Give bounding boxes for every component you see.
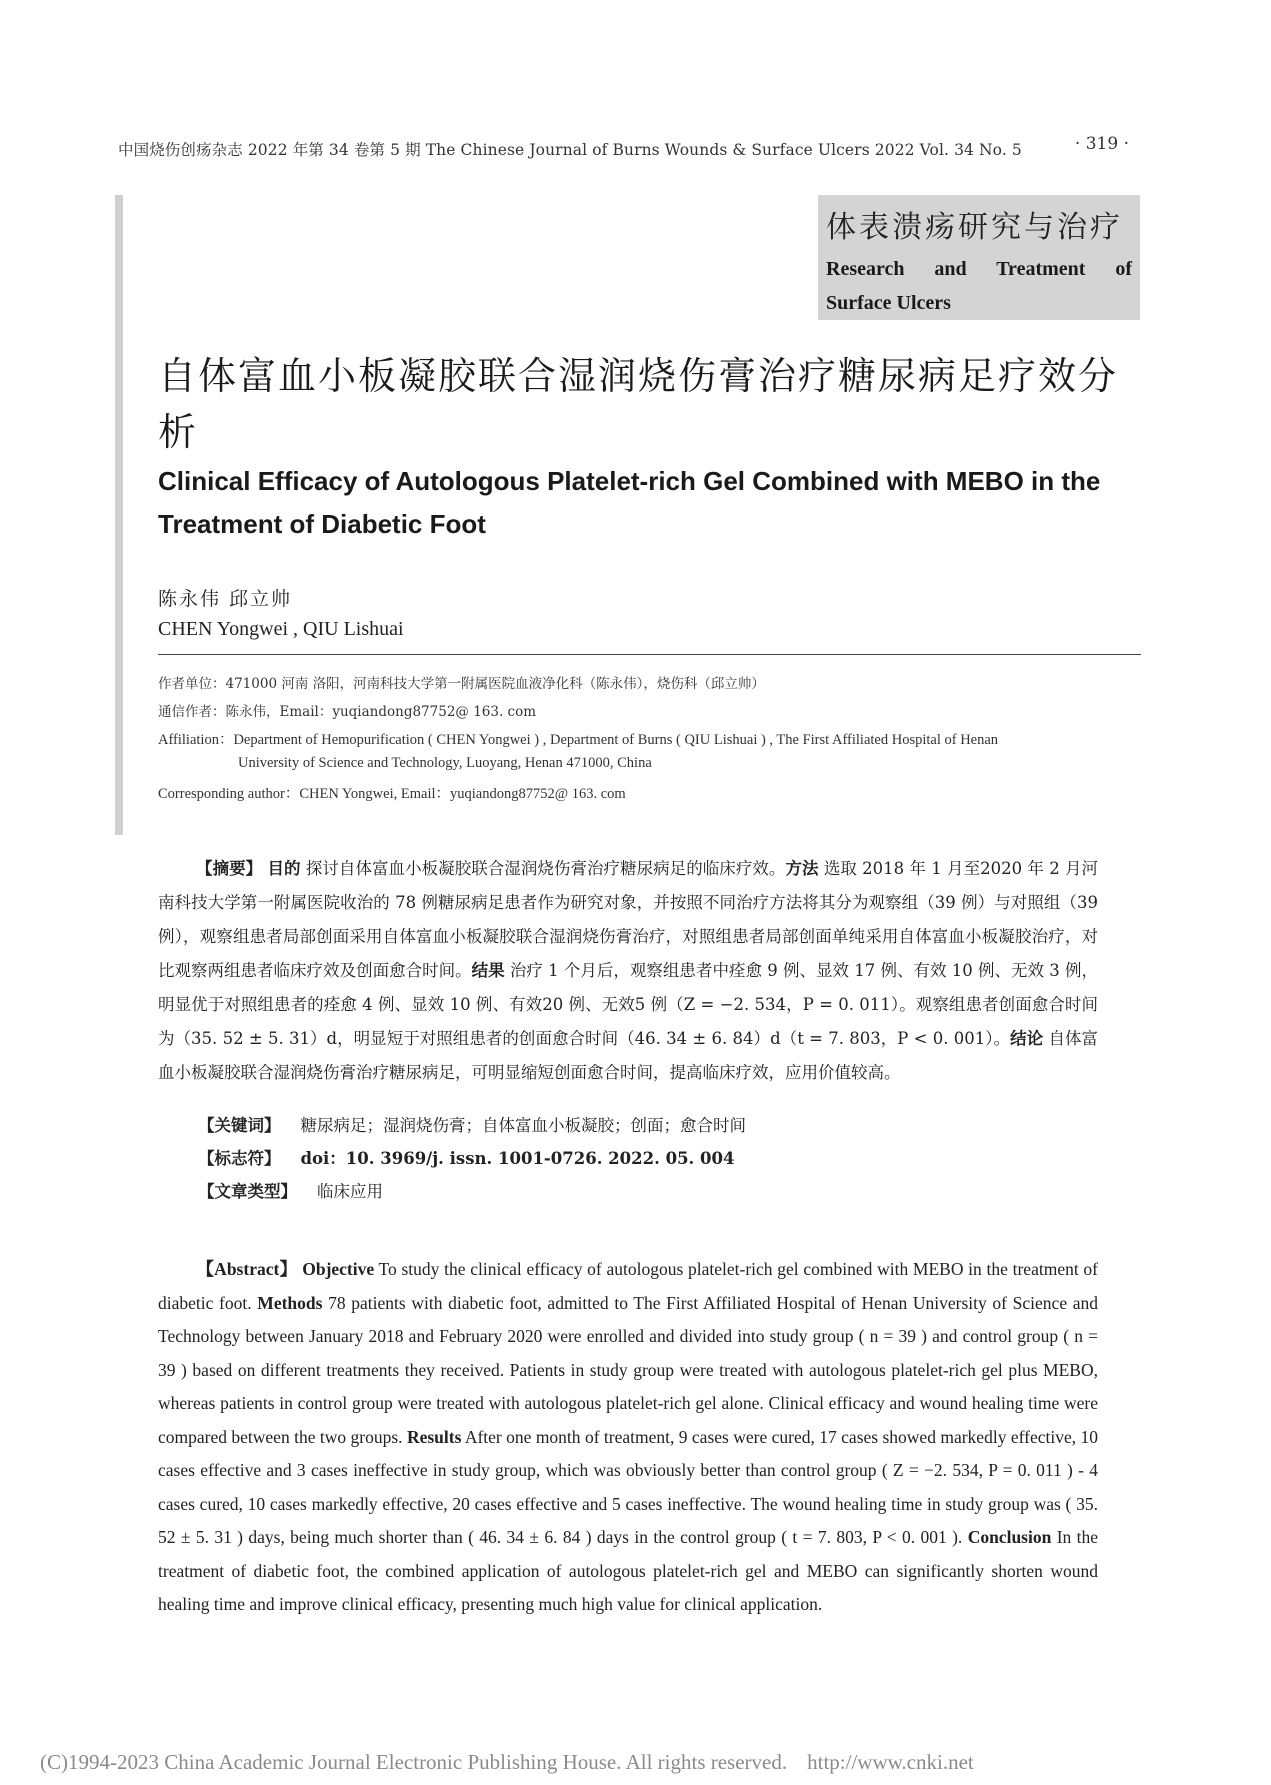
footer-url: http://www.cnki.net bbox=[807, 1750, 974, 1774]
methods-label-cn: 方法 bbox=[785, 859, 819, 878]
methods-text-cn: 选取 2018 年 1 月至2020 年 2 月河南科技大学第一附属医院收治的 78 例糖尿病足患者作为研究对象，并按照不同治疗方法将其分为观察组（39 例）与对照组（39 例），观察组患者局部创面采用自体富血小板凝胶联合湿润烧伤膏治疗，对照组患者局部创面单纯采用自体富血小板凝胶治疗，对比观察两组患者临床疗效及创面愈合时间。 bbox=[158, 859, 1099, 980]
keywords-label: 【关键词】 bbox=[198, 1116, 281, 1135]
article-title-cn: 自体富血小板凝胶联合湿润烧伤膏治疗糖尿病足疗效分析 bbox=[158, 354, 1119, 454]
running-header-journal: 中国烧伤创疡杂志 2022 年第 34 卷第 5 期 The Chinese Journal of Burns Wounds & Surface Ulcers 2022 Vol. 34 No. 5 bbox=[118, 141, 1022, 159]
results-label-en: Results bbox=[406, 1426, 462, 1447]
keywords-row bbox=[198, 1112, 746, 1136]
objective-text-en: To study the clinical efficacy of autologous platelet-rich gel combined with MEBO in the treatment of diabetic foot. bbox=[158, 1259, 1098, 1313]
doi-row bbox=[198, 1145, 735, 1169]
doi-value: doi：10. 3969/j. issn. 1001-0726. 2022. 05. 004 bbox=[300, 1149, 735, 1168]
corresponding-author-en: Corresponding author：CHEN Yongwei, Email：yuqiandong87752@ 163. com bbox=[158, 786, 626, 802]
article-type-row bbox=[198, 1178, 383, 1202]
conclusion-label-cn: 结论 bbox=[1010, 1029, 1044, 1048]
doi-label: 【标志符】 bbox=[198, 1149, 281, 1168]
results-label-cn: 结果 bbox=[471, 961, 505, 980]
keywords-value: 糖尿病足；湿润烧伤膏；自体富血小板凝胶；创面；愈合时间 bbox=[300, 1116, 746, 1135]
methods-text-en: 78 patients with diabetic foot, admitted to The First Affiliated Hospital of Henan University of Science and Technology between January 2018 and February 2020 were enrolled and divided into study group ( n = 39 ) and control group ( n = 39 ) based on different treatments they received. Patients in study group were treated with autologous platelet-rich gel plus MEBO, whereas patients in control group were treated with autologous platelet-rich gel alone. Clinical efficacy and wound healing time were compared between the two groups. bbox=[158, 1292, 1099, 1447]
conclusion-label-en: Conclusion bbox=[967, 1527, 1052, 1547]
article-type-label: 【文章类型】 bbox=[198, 1182, 297, 1201]
article-type-value: 临床应用 bbox=[317, 1182, 383, 1201]
abstract-en bbox=[158, 1253, 1098, 1622]
objective-label-en: Objective bbox=[302, 1259, 375, 1279]
affiliation-cn: 作者单位：471000 河南 洛阳，河南科技大学第一附属医院血液净化科（陈永伟），烧伤科（邱立帅） bbox=[158, 676, 765, 692]
objective-text-cn: 探讨自体富血小板凝胶联合湿润烧伤膏治疗糖尿病足的临床疗效。 bbox=[305, 859, 786, 878]
corresponding-author-cn: 通信作者：陈永伟，Email：yuqiandong87752@ 163. com bbox=[158, 704, 537, 720]
results-text-en: After one month of treatment, 9 cases were cured, 17 cases showed markedly effective, 10 cases effective and 3 cases ineffective in study group, which was obviously better than control group ( Z = −2. 534, P = 0. 011 ) - 4 cases cured, 10 cases markedly effective, 20 cases effective and 5 cases ineffective. The wound healing time in study group was ( 35. 52 ± 5. 31 ) days, being much shorter than ( 46. 34 ± 6. 84 ) days in the control group ( t = 7. 803, P < 0. 001 ). bbox=[158, 1426, 1098, 1547]
abstract-cn bbox=[158, 852, 1098, 1090]
authors-en: CHEN Yongwei , QIU Lishuai bbox=[158, 618, 404, 640]
column-label-en-line1: Research and Treatment of bbox=[826, 258, 1132, 280]
article-title-en: Clinical Efficacy of Autologous Platelet-rich Gel Combined with MEBO in the Treatment of Diabetic Foot bbox=[158, 466, 1101, 539]
abstract-cn-label: 【摘要】 bbox=[196, 859, 263, 878]
authors-cn: 陈永伟 邱立帅 bbox=[158, 588, 293, 610]
affiliation-en: Affiliation：Department of Hemopurification ( CHEN Yongwei ) , Department of Burns ( QIU Lishuai ) , The First Affiliated Hospital of Henan bbox=[158, 732, 999, 748]
objective-label-cn: 目的 bbox=[267, 859, 301, 878]
column-label-cn: 体表溃疡研究与治疗 bbox=[826, 210, 1123, 245]
abstract-en-label: 【Abstract】 bbox=[196, 1259, 298, 1279]
results-text-cn: 治疗 1 个月后，观察组患者中痊愈 9 例、显效 17 例、有效 10 例、无效 3 例，明显优于对照组患者的痊愈 4 例、显效 10 例、有效20 例、无效5 例（Z = −2. 534，P = 0. 011）。观察组患者创面愈合时间为（35. 52 ± 5. 31）d，明显短于对照组患者的创面愈合时间（46. 34 ± 6. 84）d（t = 7. 803，P < 0. 001）。 bbox=[158, 961, 1099, 1048]
column-label-en-line2: Surface Ulcers bbox=[826, 292, 951, 314]
copyright-text: (C)1994-2023 China Academic Journal Electronic Publishing House. All rights reserved. bbox=[40, 1750, 788, 1774]
conclusion-text-en: In the treatment of diabetic foot, the combined application of autologous platelet-rich gel and MEBO can significantly shorten wound healing time and improve clinical efficacy, presenting much high value for clinical application. bbox=[158, 1527, 1099, 1614]
copyright-footer bbox=[40, 1750, 974, 1775]
page-number: · 319 · bbox=[1074, 134, 1129, 154]
affiliation-en-cont: University of Science and Technology, Luoyang, Henan 471000, China bbox=[238, 755, 652, 771]
methods-label-en: Methods bbox=[257, 1292, 323, 1313]
conclusion-text-cn: 自体富血小板凝胶联合湿润烧伤膏治疗糖尿病足，可明显缩短创面愈合时间，提高临床疗效，应用价值较高。 bbox=[158, 1029, 1099, 1082]
author-divider bbox=[158, 654, 1141, 655]
left-decorative-bar bbox=[115, 195, 123, 835]
